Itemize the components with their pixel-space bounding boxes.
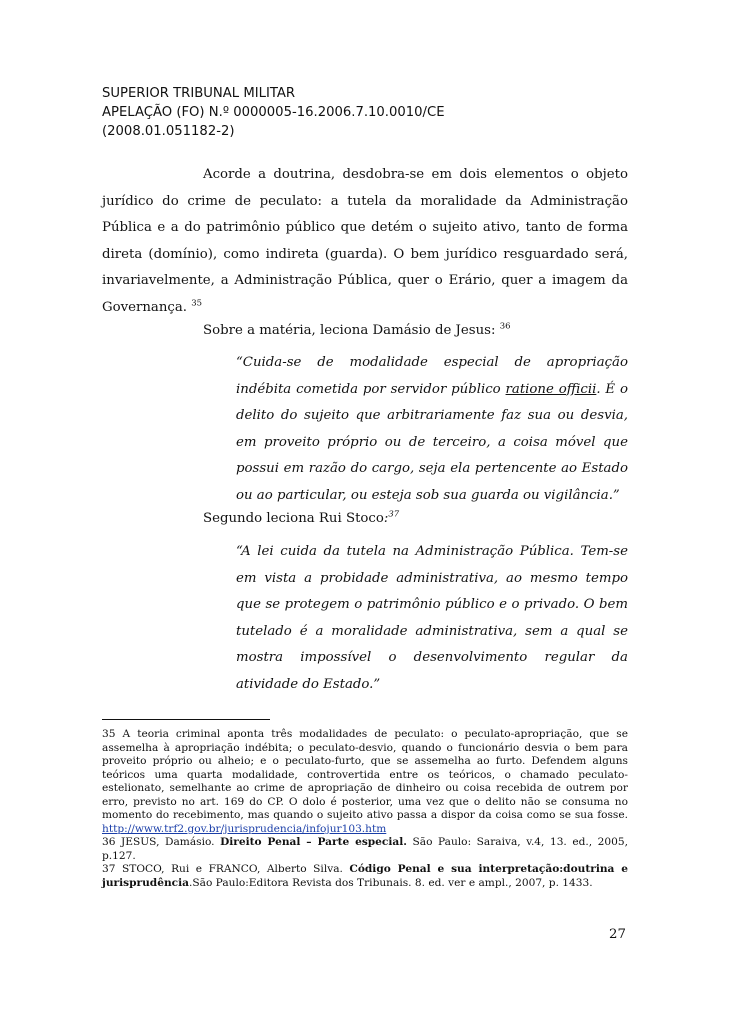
- footnote-37-title: Código Penal e sua interpretação:doutrina e jurisprudência: [102, 863, 628, 889]
- footnote-36-number: 36: [102, 836, 116, 848]
- footnote-ref-36[interactable]: 36: [499, 321, 511, 332]
- footnote-35: [102, 728, 628, 836]
- latin-term: ratione officii: [505, 381, 597, 397]
- case-number: APELAÇÃO (FO) N.º 0000005-16.2006.7.10.0010/CE: [102, 105, 445, 120]
- court-name: SUPERIOR TRIBUNAL MILITAR: [102, 86, 296, 101]
- footnote-37: [102, 863, 628, 890]
- paragraph-damasio: [203, 323, 511, 338]
- paragraph-stoco-text: Segundo leciona Rui Stoco: [203, 511, 384, 526]
- case-id: (2008.01.051182-2): [102, 124, 235, 139]
- footnote-36-publisher: São Paulo: Saraiva, v.4, 13. ed., 2005, p.127.: [102, 836, 628, 862]
- paragraph-damasio-text: Sobre a matéria, leciona Damásio de Jesus:: [203, 323, 496, 338]
- paragraph-doctrine-text: Acorde a doutrina, desdobra-se em dois elementos o objeto jurídico do crime de peculato: a tutela da moralidade da Administração Pública e a do patrimônio público que detém o sujeito ativo, tanto de forma direta (domínio), como indireta (guarda). O bem jurídico resguardado será, invariavelmente, a Administração Pública, quer o Erário, quer a imagem da Governança.: [102, 167, 628, 315]
- footnote-37-author: STOCO, Rui e FRANCO, Alberto Silva.: [115, 863, 350, 875]
- footnote-36-author: JESUS, Damásio.: [115, 836, 221, 848]
- footnote-ref-35[interactable]: 35: [191, 298, 203, 309]
- quote-damasio-end: . É o delito do sujeito que arbitrariamente faz sua ou desvia, em proveito próprio ou de terceiro, a coisa móvel que possui em razão do cargo, seja ela pertencente ao Estado ou ao particular, ou esteja sob sua guarda ou vigilância.”: [236, 381, 628, 503]
- footnote-36: [102, 836, 628, 863]
- footnote-37-number: 37: [102, 863, 116, 875]
- paragraph-stoco: [203, 511, 399, 526]
- quote-stoco: [236, 539, 628, 699]
- footnote-37-publisher: .São Paulo:Editora Revista dos Tribunais. 8. ed. ver e ampl., 2007, p. 1433.: [189, 876, 593, 889]
- footnote-35-link[interactable]: http://www.trf2.gov.br/jurisprudencia/infojur103.htm: [102, 822, 387, 835]
- document-header: [102, 84, 642, 141]
- footnote-36-title: Direito Penal – Parte especial.: [220, 836, 407, 848]
- footnote-ref-37[interactable]: 37: [388, 509, 400, 520]
- paragraph-doctrine: [102, 162, 628, 321]
- quote-damasio-start: “Cuida-se de modalidade especial de apropriação indébita cometida por servidor público: [236, 355, 628, 397]
- quote-damasio: [236, 350, 628, 510]
- page-number: 27: [609, 927, 626, 942]
- paragraph-stoco-colon: :: [383, 511, 389, 526]
- footnote-35-number: 35: [102, 728, 116, 740]
- footnote-35-text: A teoria criminal aponta três modalidades de peculato: o peculato-apropriação, que se assemelha à apropriação indébita; o peculato-desvio, quando o funcionário desvia o bem para proveito próprio ou alheio; e o peculato-furto, que se assemelha ao furto. Defendem alguns teóricos uma quarta modalidade, controvertida entre os teóricos, o chamado peculato-estelionato, semelhante ao crime de apropriação de dinheiro ou coisa recebida de outrem por erro, previsto no art. 169 do CP. O dolo é posterior, uma vez que o delito não se consuma no momento do recebimento, mas quando o sujeito ativo passa a dispor da coisa como se sua fosse.: [102, 728, 628, 821]
- footnote-separator: [102, 719, 270, 720]
- quote-stoco-text: “A lei cuida da tutela na Administração Pública. Tem-se em vista a probidade administrativa, ao mesmo tempo que se protegem o patrimônio público e o privado. O bem tutelado é a moralidade administrativa, sem a qual se mostra impossível o desenvolvimento regular da atividade do Estado.”: [236, 544, 628, 692]
- footnotes-section: [102, 728, 628, 890]
